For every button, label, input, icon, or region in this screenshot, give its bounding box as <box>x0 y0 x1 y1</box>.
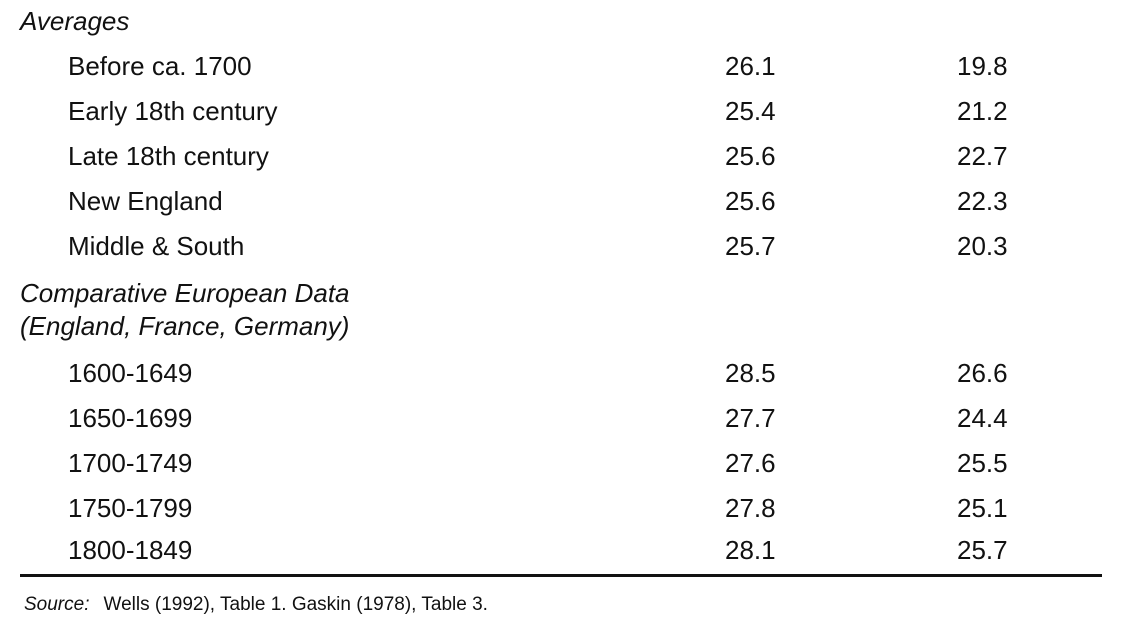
row-label: Early 18th century <box>68 96 278 126</box>
row-label: New England <box>68 186 223 216</box>
table-row <box>0 448 1131 494</box>
table-row <box>0 96 1131 142</box>
row-value-1: 27.7 <box>725 403 776 433</box>
row-value-2: 25.7 <box>957 535 1008 565</box>
table-row <box>0 231 1131 277</box>
section-heading-european-countries: (England, France, Germany) <box>20 311 350 341</box>
row-value-2: 25.5 <box>957 448 1008 478</box>
row-label: 1650-1699 <box>68 403 193 433</box>
row-value-1: 28.1 <box>725 535 776 565</box>
row-value-1: 25.7 <box>725 231 776 261</box>
row-value-1: 25.4 <box>725 96 776 126</box>
table-row <box>0 141 1131 187</box>
source-label: Source: <box>24 594 90 615</box>
row-value-1: 26.1 <box>725 51 776 81</box>
row-value-2: 22.7 <box>957 141 1008 171</box>
row-value-2: 26.6 <box>957 358 1008 388</box>
row-value-1: 25.6 <box>725 186 776 216</box>
row-label: 1800-1849 <box>68 535 193 565</box>
table-row <box>0 403 1131 449</box>
row-value-2: 21.2 <box>957 96 1008 126</box>
row-value-2: 22.3 <box>957 186 1008 216</box>
table-row <box>0 358 1131 404</box>
row-label: Late 18th century <box>68 141 269 171</box>
table-row <box>0 51 1131 97</box>
source-note <box>24 593 488 617</box>
row-value-2: 25.1 <box>957 493 1008 523</box>
table-bottom-rule <box>20 574 1102 577</box>
row-label: 1600-1649 <box>68 358 193 388</box>
table-row <box>0 186 1131 232</box>
row-label: Middle & South <box>68 231 245 261</box>
row-value-1: 27.8 <box>725 493 776 523</box>
row-value-2: 19.8 <box>957 51 1008 81</box>
source-text: Wells (1992), Table 1. Gaskin (1978), Table 3. <box>103 594 488 615</box>
row-value-2: 24.4 <box>957 403 1008 433</box>
row-value-2: 20.3 <box>957 231 1008 261</box>
row-label: Before ca. 1700 <box>68 51 252 81</box>
row-value-1: 25.6 <box>725 141 776 171</box>
row-label: 1750-1799 <box>68 493 193 523</box>
table-row <box>0 493 1131 539</box>
section-heading-averages: Averages <box>20 6 130 36</box>
row-label: 1700-1749 <box>68 448 193 478</box>
section-heading-european: Comparative European Data <box>20 278 350 308</box>
row-value-1: 28.5 <box>725 358 776 388</box>
row-value-1: 27.6 <box>725 448 776 478</box>
